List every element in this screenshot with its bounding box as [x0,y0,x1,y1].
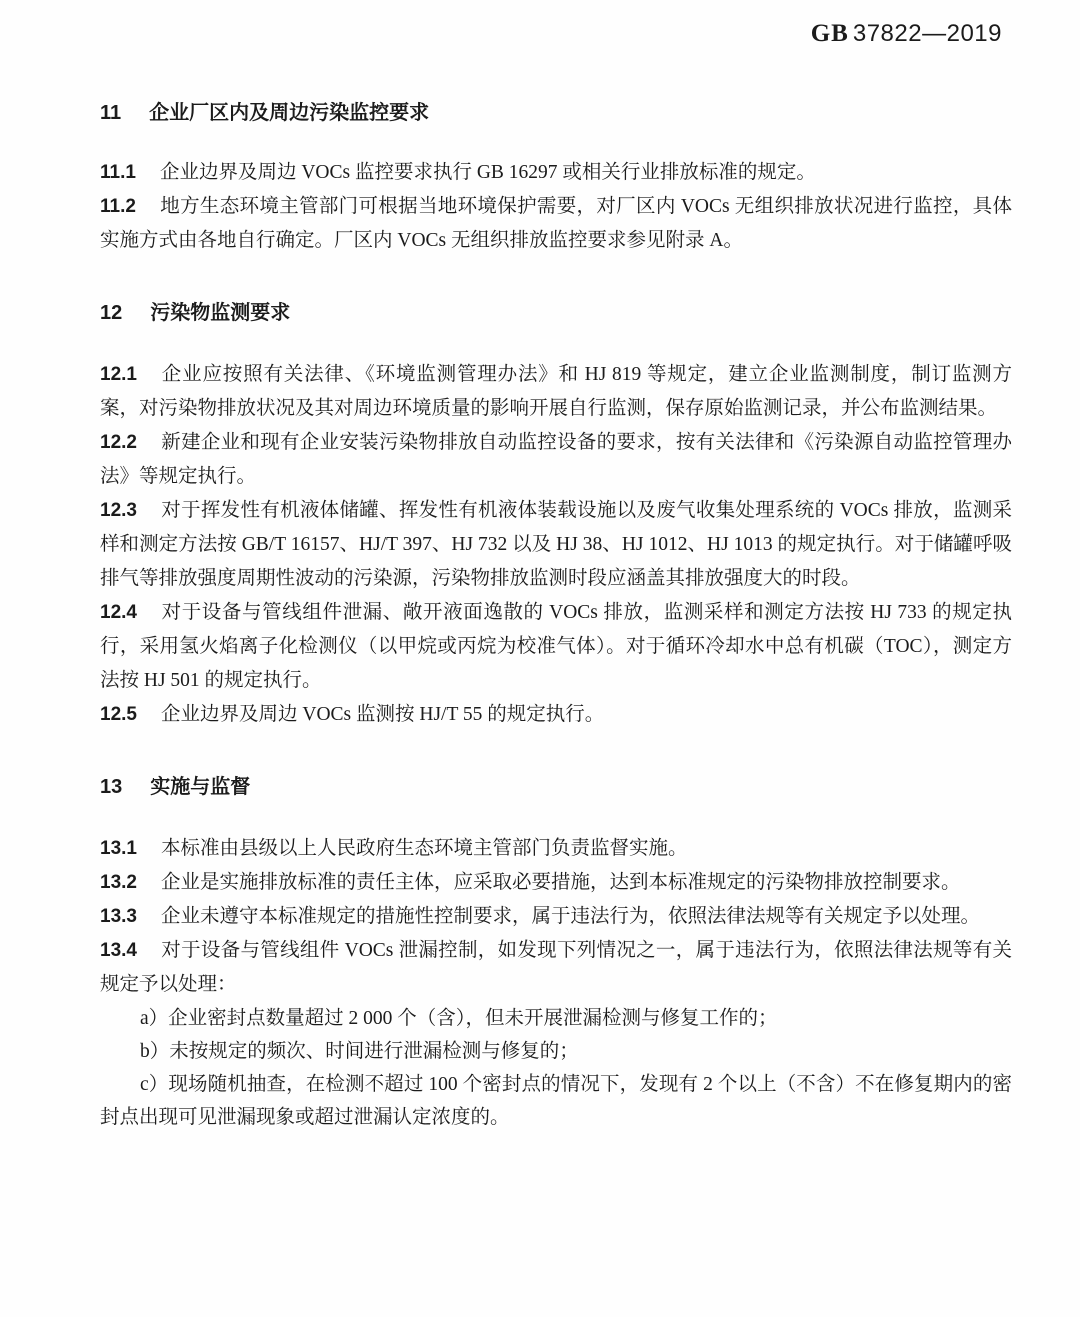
clause-text: 对于挥发性有机液体储罐、挥发性有机液体装载设施以及废气收集处理系统的 VOCs 排放，监测采样和测定方法按 GB/T 16157、HJ/T 397、HJ 732 以及 HJ 38、HJ 1012、HJ 1013 的规定执行。对于储罐呼吸排气等排放强度周期性波动的污染源，污染物排放监测时段应涵盖其排放强度大的时段。 [100,500,1012,589]
clause-number: 11.1 [100,162,136,183]
clause-number: 13.3 [100,906,137,927]
clause-text: 企业边界及周边 VOCs 监测按 HJ/T 55 的规定执行。 [160,704,605,725]
clause-12-2 [100,426,1012,494]
clause-text: 企业应按照有关法律、《环境监测管理办法》和 HJ 819 等规定，建立企业监测制度，制订监测方案，对污染物排放状况及其对周边环境质量的影响开展自行监测，保存原始监测记录，并公布监测结果。 [100,364,1012,419]
clause-number: 13.2 [100,872,137,893]
subitem-b: b）未按规定的频次、时间进行泄漏检测与修复的； [140,1041,579,1062]
clause-text: 地方生态环境主管部门可根据当地环境保护需要，对厂区内 VOCs 无组织排放状况进行监控，具体实施方式由各地自行确定。厂区内 VOCs 无组织排放监控要求参见附录 A。 [100,196,1012,251]
clause-number: 11.2 [100,196,136,217]
clause-13-4 [100,934,1012,1002]
clause-number: 12.1 [100,364,137,385]
clause-number: 13.4 [100,940,137,961]
clause-13-2 [100,866,1012,900]
clause-number: 13.1 [100,838,137,859]
subitem-c: c）现场随机抽查，在检测不超过 100 个密封点的情况下，发现有 2 个以上（不含）不在修复期内的密封点出现可见泄漏现象或超过泄漏认定浓度的。 [100,1074,1012,1128]
clause-number: 12.4 [100,602,137,623]
clause-number: 12.5 [100,704,137,725]
clause-12-4 [100,596,1012,698]
doc-code-prefix: GB [810,20,849,47]
section-number: 12 [100,302,123,324]
section-heading-12 [100,300,1012,326]
clause-13-1 [100,832,1012,866]
section-heading-13 [100,774,1012,800]
clause-text: 对于设备与管线组件 VOCs 泄漏控制，如发现下列情况之一，属于违法行为，依照法律法规等有关规定予以处理： [100,940,1012,995]
clause-12-1 [100,358,1012,426]
clause-text: 企业未遵守本标准规定的措施性控制要求，属于违法行为，依照法律法规等有关规定予以处理。 [160,906,980,927]
section-number: 13 [100,776,123,798]
section-title: 污染物监测要求 [150,302,291,324]
section-number: 11 [100,102,122,124]
clause-number: 12.3 [100,500,137,521]
page-header [0,0,1080,48]
clause-11-1 [100,156,1012,190]
section-title: 企业厂区内及周边污染监控要求 [149,102,430,124]
clause-12-3 [100,494,1012,596]
section-heading-11 [100,100,1012,126]
clause-text: 本标准由县级以上人民政府生态环境主管部门负责监督实施。 [160,838,688,859]
doc-code-number: 37822—2019 [852,20,1002,47]
clause-11-2 [100,190,1012,258]
clause-13-3 [100,900,1012,934]
clause-text: 企业是实施排放标准的责任主体，应采取必要措施，达到本标准规定的污染物排放控制要求。 [160,872,961,893]
clause-number: 12.2 [100,432,137,453]
clause-text: 企业边界及周边 VOCs 监控要求执行 GB 16297 或相关行业排放标准的规定。 [159,162,816,183]
subitem-a: a）企业密封点数量超过 2 000 个（含），但未开展泄漏检测与修复工作的； [140,1008,778,1029]
document-content [100,100,1012,1134]
clause-12-5 [100,698,1012,732]
section-title: 实施与监督 [150,776,251,798]
clause-text: 新建企业和现有企业安装污染物排放自动监控设备的要求，按有关法律和《污染源自动监控管理办法》等规定执行。 [100,432,1012,487]
clause-text: 对于设备与管线组件泄漏、敞开液面逸散的 VOCs 排放，监测采样和测定方法按 HJ 733 的规定执行，采用氢火焰离子化检测仪（以甲烷或丙烷为校准气体）。对于循环冷却水中总有机碳（TOC），测定方法按 HJ 501 的规定执行。 [100,602,1012,691]
